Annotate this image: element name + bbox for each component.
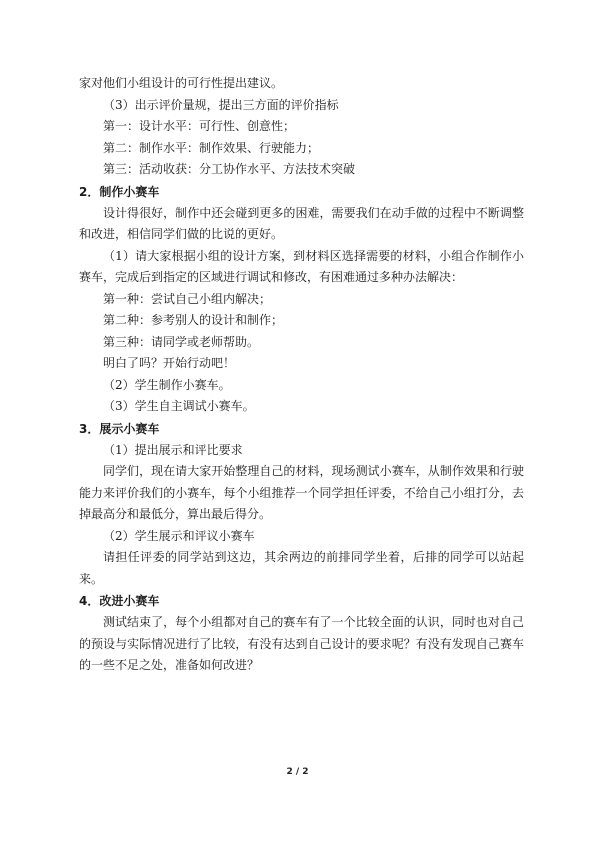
document-body bbox=[79, 73, 524, 677]
paragraph-start-action: 明白了吗？开始行动吧！ bbox=[103, 356, 236, 370]
paragraph-criterion-3: 第三：活动收获：分工协作水平、方法技术突破 bbox=[103, 162, 356, 176]
paragraph-method-2: 第二种：参考别人的设计和制作； bbox=[103, 313, 284, 327]
paragraph-make-step-1: （1）请大家根据小组的设计方案，到材料区选择需要的材料，小组合作制作小赛车，完成后到指定的区域进行调试和修改，有困难通过多种办法解决： bbox=[79, 248, 524, 284]
paragraph-show-instructions: 同学们，现在请大家开始整理自己的材料，现场测试小赛车，从制作效果和行驶能力来评价我们的小赛车，每个小组推荐一个同学担任评委，不给自己小组打分，去掉最高分和最低分，算出最后得分。 bbox=[79, 464, 524, 521]
paragraph-continuation: 家对他们小组设计的可行性提出建议。 bbox=[79, 76, 284, 90]
section-heading-show-car: 3．展示小赛车 bbox=[79, 421, 160, 436]
paragraph-criterion-2: 第二：制作水平：制作效果、行驶能力； bbox=[103, 140, 320, 155]
paragraph-make-step-3: （3）学生自主调试小赛车。 bbox=[103, 399, 255, 413]
paragraph-evaluation-rubric: （3）出示评价量规，提出三方面的评价指标 bbox=[103, 97, 339, 112]
paragraph-method-1: 第一种：尝试自己小组内解决； bbox=[103, 291, 272, 306]
page-number: 2 / 2 bbox=[286, 767, 309, 777]
paragraph-method-3: 第三种：请同学或老师帮助。 bbox=[103, 334, 260, 349]
section-heading-improve-car: 4．改进小赛车 bbox=[79, 594, 160, 608]
paragraph-show-step-2: （2）学生展示和评议小赛车 bbox=[103, 528, 255, 543]
section-heading-make-car: 2．制作小赛车 bbox=[79, 184, 160, 199]
paragraph-make-intro: 设计得很好，制作中还会碰到更多的困难，需要我们在动手做的过程中不断调整和改进，相信同学们做的比说的更好。 bbox=[79, 205, 524, 241]
paragraph-improve: 测试结束了，每个小组都对自己的赛车有了一个比较全面的认识，同时也对自己的预设与实际情况进行了比较，有没有达到自己设计的要求呢？有没有发现自己赛车的一些不足之处，准备如何改进？ bbox=[79, 615, 524, 672]
paragraph-criterion-1: 第一：设计水平：可行性、创意性； bbox=[103, 119, 296, 133]
paragraph-show-step-1: （1）提出展示和评比要求 bbox=[103, 442, 243, 457]
paragraph-judges: 请担任评委的同学站到这边，其余两边的前排同学坐着，后排的同学可以站起来。 bbox=[79, 550, 524, 586]
paragraph-make-step-2: （2）学生制作小赛车。 bbox=[103, 377, 231, 392]
